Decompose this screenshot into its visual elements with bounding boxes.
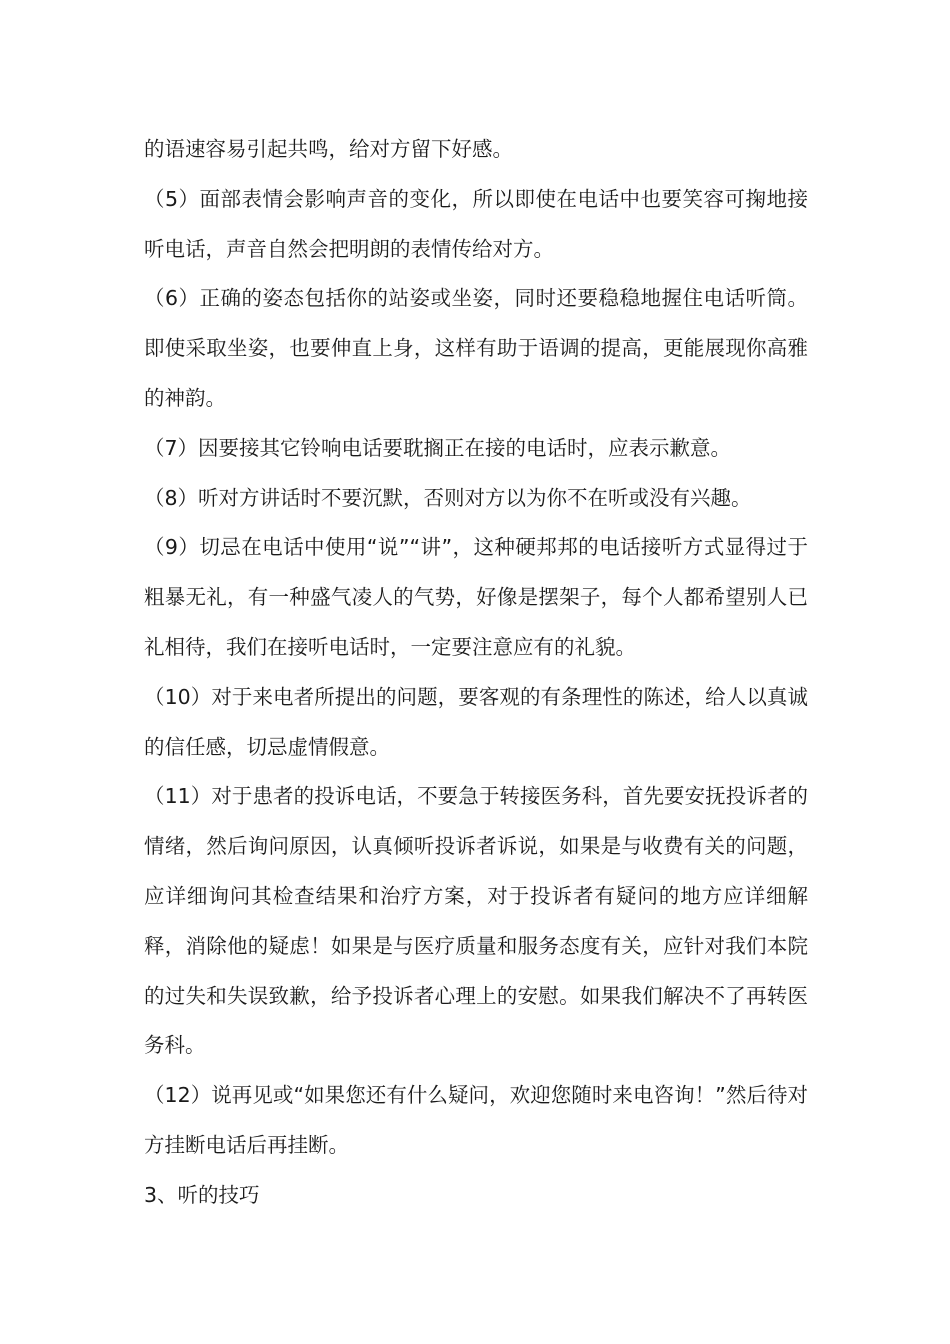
paragraph-item-8: （8）听对方讲话时不要沉默，否则对方以为你不在听或没有兴趣。 xyxy=(144,485,752,510)
paragraph-item-10: （10）对于来电者所提出的问题，要客观的有条理性的陈述，给人以真诚的信任感，切忌虚情假意。 xyxy=(144,684,808,759)
paragraph-item-11: （11）对于患者的投诉电话，不要急于转接医务科，首先要安抚投诉者的情绪，然后询问原因，认真倾听投诉者诉说，如果是与收费有关的问题，应详细询问其检查结果和治疗方案，对于投诉者有疑问的地方应详细解释，消除他的疑虑！如果是与医疗质量和服务态度有关，应针对我们本院的过失和失误致歉，给予投诉者心理上的安慰。如果我们解决不了再转医务科。 xyxy=(144,784,808,1058)
document-body xyxy=(144,125,808,1221)
paragraph-item-12: （12）说再见或“如果您还有什么疑问，欢迎您随时来电咨询！”然后待对方挂断电话后再挂断。 xyxy=(144,1083,808,1157)
paragraph-item-9: （9）切忌在电话中使用“说”“讲”，这种硬邦邦的电话接听方式显得过于粗暴无礼，有一种盛气凌人的气势，好像是摆架子，每个人都希望别人已礼相待，我们在接听电话时，一定要注意应有的礼貌。 xyxy=(144,535,808,659)
paragraph-continued: 的语速容易引起共鸣，给对方留下好感。 xyxy=(144,137,513,161)
paragraph-item-5: （5）面部表情会影响声音的变化，所以即使在电话中也要笑容可掬地接听电话，声音自然会把明朗的表情传给对方。 xyxy=(144,186,808,261)
section-heading: 3、听的技巧 xyxy=(144,1182,260,1207)
paragraph-item-6: （6）正确的姿态包括你的站姿或坐姿，同时还要稳稳地握住电话听筒。即使采取坐姿，也要伸直上身，这样有助于语调的提高，更能展现你高雅的神韵。 xyxy=(144,286,808,410)
paragraph-item-7: （7）因要接其它铃响电话要耽搁正在接的电话时，应表示歉意。 xyxy=(144,435,732,460)
